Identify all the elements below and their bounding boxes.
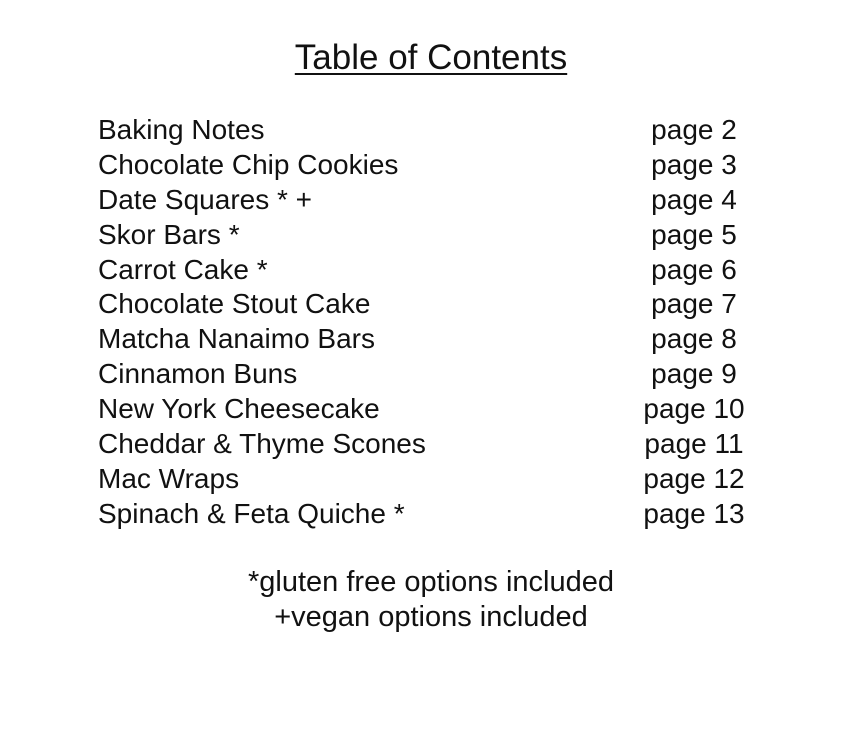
toc-entry-title: Baking Notes (98, 114, 265, 145)
toc-entry-title: Date Squares * + (98, 183, 313, 215)
toc-entry-title: Chocolate Chip Cookies (98, 148, 399, 180)
toc-entry-page: page 9 (651, 358, 737, 390)
toc-entry (98, 183, 798, 218)
toc-entry-page: page 4 (651, 183, 737, 215)
toc-entry-page: page 12 (643, 462, 745, 494)
toc-entry-title: Matcha Nanaimo Bars (98, 323, 376, 355)
toc-entry-title: Cinnamon Buns (98, 358, 298, 390)
vegan-note: +vegan options included (274, 601, 588, 633)
toc-entry-page: page 10 (643, 393, 745, 425)
toc-entry-page: page 11 (644, 428, 744, 460)
toc-entry-title: New York Cheesecake (98, 393, 380, 425)
toc-entry-title: Mac Wraps (98, 462, 240, 494)
toc-entry-page: page 2 (651, 114, 737, 145)
toc-entry (98, 427, 798, 462)
toc-entry-title: Chocolate Stout Cake (98, 288, 371, 320)
toc-entry-title: Carrot Cake * (98, 253, 268, 285)
toc-entry (98, 113, 798, 148)
toc-entry (98, 148, 798, 183)
page-title: Table of Contents (294, 38, 568, 77)
toc-entry (98, 287, 798, 322)
table-of-contents-list (98, 113, 798, 532)
toc-entry (98, 357, 798, 392)
toc-entry (98, 497, 798, 532)
toc-entry-page: page 13 (643, 497, 745, 529)
legend-notes (0, 565, 862, 635)
toc-entry (98, 253, 798, 288)
toc-entry (98, 322, 798, 357)
toc-entry-page: page 8 (651, 323, 737, 355)
gluten-free-note: *gluten free options included (248, 566, 614, 598)
toc-entry-page: page 6 (651, 253, 737, 285)
toc-entry-page: page 7 (651, 288, 737, 320)
toc-entry (98, 218, 798, 253)
toc-entry-title: Spinach & Feta Quiche * (98, 497, 405, 529)
toc-entry-title: Skor Bars * (98, 218, 240, 250)
toc-entry (98, 462, 798, 497)
toc-entry-title: Cheddar & Thyme Scones (98, 428, 426, 460)
toc-entry-page: page 3 (651, 148, 737, 180)
toc-entry (98, 392, 798, 427)
toc-entry-page: page 5 (651, 218, 737, 250)
